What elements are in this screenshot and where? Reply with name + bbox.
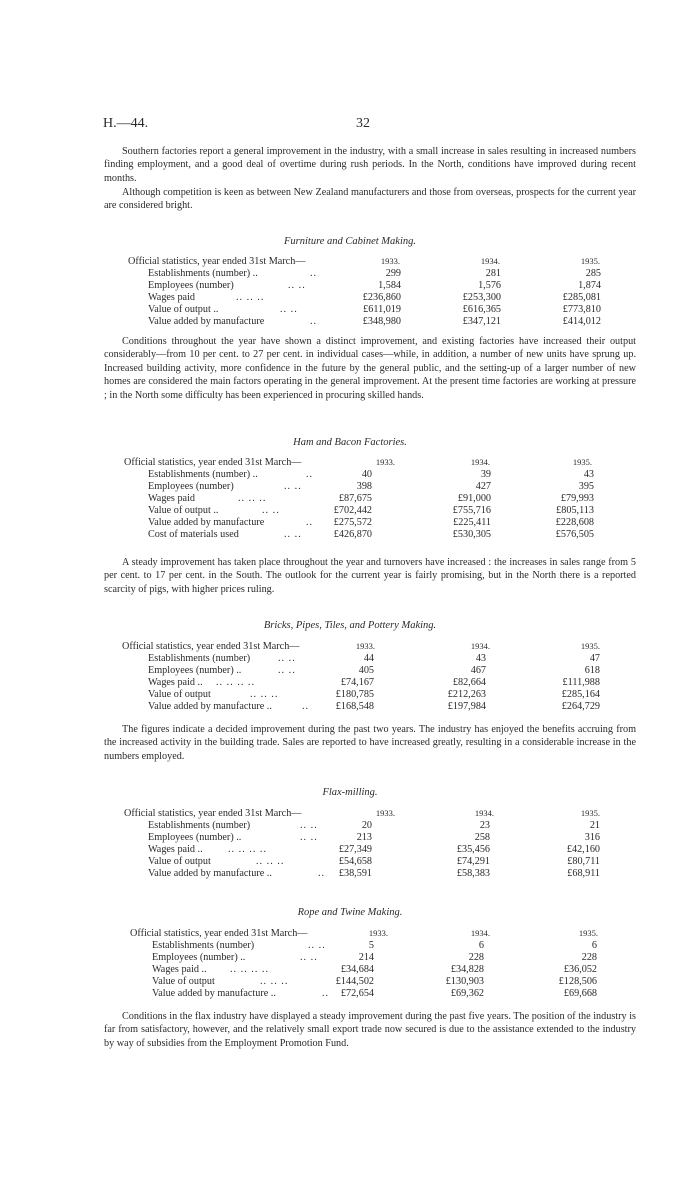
section-heading-ham-bacon: Ham and Bacon Factories. — [293, 437, 407, 448]
table-row: Value of output .. .. .. £611,019 £616,365 £773,810 — [148, 304, 601, 315]
section-heading-furniture: Furniture and Cabinet Making. — [283, 236, 416, 247]
table-row: Value added by manufacture .. £348,980 £347,121 £414,012 — [148, 316, 601, 327]
section-paragraph-bricks: The figures indicate a decided improvement during the past two years. The industry has enjoyed the benefits accruing from the increased activity in the building trade. Sales are reported to have increased greatly, resulting in a considerable increase in the numbers employed. — [104, 724, 636, 762]
table-row: Wages paid .. .. .. £236,860 £253,300 £285,081 — [148, 292, 601, 303]
document-reference: H.—44. — [103, 116, 149, 131]
section-heading-rope-twine: Rope and Twine Making. — [297, 907, 403, 918]
section-paragraph-flax-conditions: Conditions in the flax industry have displayed a steady improvement during the past five years. The position of the industry is far from satisfactory, however, and the relatively small export trade now secured is due to the assistance extended to the industry by way of subsidies from the Employment Promotion Fund. — [104, 1011, 636, 1049]
section-heading-flax-milling: Flax-milling. — [322, 787, 378, 798]
year-header: 1933. — [368, 928, 388, 938]
table-row: Employees (number) .. .. 398 427 395 — [148, 481, 594, 492]
table-row: Establishments (number) .. .. 5 6 6 — [152, 940, 597, 951]
year-header: 1933. — [375, 808, 395, 818]
table-row: Establishments (number) .. .. 299 281 285 — [148, 268, 601, 279]
year-header: 1935. — [580, 256, 600, 266]
table-row: Value added by manufacture .. .. £72,654 £69,362 £69,668 — [152, 988, 597, 999]
table-row: Cost of materials used .. .. £426,870 £530,305 £576,505 — [148, 529, 594, 540]
year-header: 1935. — [578, 928, 598, 938]
year-header: 1935. — [580, 641, 600, 651]
table-lead: Official statistics, year ended 31st March— — [124, 457, 302, 468]
table-row: Wages paid .. .. .. £87,675 £91,000 £79,993 — [148, 493, 594, 504]
intro-paragraph-1: Southern factories report a general improvement in the industry, with a small increase in sales resulting in increased numbers finding employment, and a good deal of overtime during rush periods. In the North, conditions have improved during recent months. — [104, 146, 636, 184]
year-header: 1934. — [470, 641, 490, 651]
section-paragraph-furniture: Conditions throughout the year have shown a distinct improvement, and existing factories have increased their output considerably—from 10 per cent. to 27 per cent. in individual cases—while, in addition, a number of new units have sprung up. Increased building activity, more confidence in the future by the general public, and the setting-up of a larger number of new homes are considered the main factors operating in the general improvement. At the present time factories are working at pressure ; in the North some difficulty has been experienced in procuring skilled hands. — [104, 336, 636, 401]
year-header: 1933. — [380, 256, 400, 266]
table-row: Value added by manufacture .. £275,572 £225,411 £228,608 — [148, 517, 594, 528]
table-row: Value of output .. .. .. £702,442 £755,716 £805,113 — [148, 505, 594, 516]
year-header: 1934. — [480, 256, 500, 266]
year-header: 1933. — [375, 457, 395, 467]
table-row: Value added by manufacture .. .. £38,591 £58,383 £68,911 — [148, 868, 600, 879]
table-row: Employees (number) .. .. .. 405 467 618 — [148, 665, 600, 676]
year-header: 1935. — [572, 457, 592, 467]
table-row: Wages paid .. .. .. .. .. £34,684 £34,828 £36,052 — [152, 964, 597, 975]
table-row: Employees (number) .. .. 1,584 1,576 1,874 — [148, 280, 601, 291]
table-row: Value added by manufacture .. .. £168,548 £197,984 £264,729 — [148, 701, 600, 712]
table-lead: Official statistics, year ended 31st March— — [122, 641, 300, 652]
table-row: Value of output .. .. .. £180,785 £212,263 £285,164 — [148, 689, 600, 700]
year-header: 1933. — [355, 641, 375, 651]
year-header: 1934. — [474, 808, 494, 818]
table-row: Establishments (number) .. .. 40 39 43 — [148, 469, 594, 480]
year-header: 1934. — [470, 928, 490, 938]
table-row: Employees (number) .. .. .. 214 228 228 — [152, 952, 597, 963]
table-row: Value of output .. .. .. £144,502 £130,903 £128,506 — [152, 976, 597, 987]
table-row: Employees (number) .. .. .. 213 258 316 — [148, 832, 600, 843]
table-row: Value of output .. .. .. £54,658 £74,291 £80,711 — [148, 856, 600, 867]
year-header: 1934. — [470, 457, 490, 467]
table-lead: Official statistics, year ended 31st March— — [124, 808, 302, 819]
page-number: 32 — [356, 116, 370, 131]
section-paragraph-ham-bacon: A steady improvement has taken place throughout the year and turnovers have increased : the increases in sales range from 5 per cent. to 17 per cent. in the South. The outlook for the current year is fairly promising, but in the North there is a reported scarcity of pigs, with higher prices ruling. — [104, 557, 636, 595]
intro-paragraph-2: Although competition is keen as between New Zealand manufacturers and those from overseas, prospects for the current year are considered bright. — [104, 187, 636, 212]
table-row: Wages paid .. .. .. .. .. £27,349 £35,456 £42,160 — [148, 844, 600, 855]
section-heading-bricks: Bricks, Pipes, Tiles, and Pottery Making. — [263, 620, 437, 631]
year-header: 1935. — [580, 808, 600, 818]
table-lead: Official statistics, year ended 31st March— — [128, 256, 306, 267]
table-row: Establishments (number) .. .. 44 43 47 — [148, 653, 600, 664]
table-row: Establishments (number) .. .. 20 23 21 — [148, 820, 600, 831]
table-row: Wages paid .. .. .. .. .. £74,167 £82,664 £111,988 — [148, 677, 600, 688]
table-lead: Official statistics, year ended 31st March— — [130, 928, 308, 939]
